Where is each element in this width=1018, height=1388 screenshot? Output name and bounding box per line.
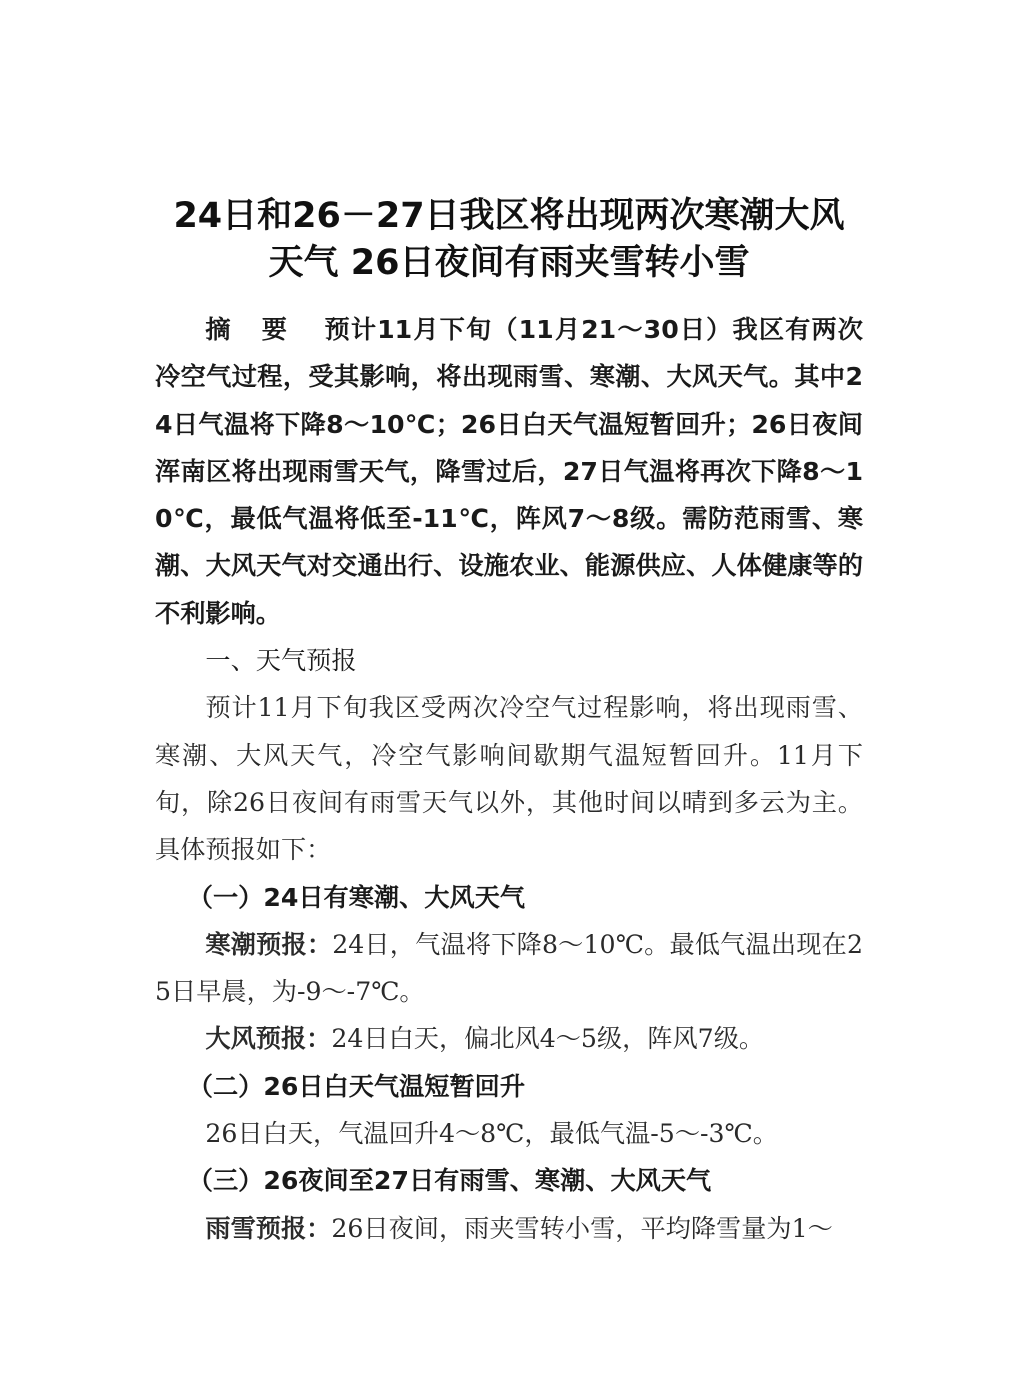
warmup-paragraph: 26日白天，气温回升4～8℃，最低气温-5～-3℃。 (205, 1119, 778, 1149)
abstract-label: 摘 要 (205, 315, 299, 344)
subsection-heading-2: （二）26日白天气温短暂回升 (187, 1071, 526, 1101)
snow-text: 26日夜间，雨夹雪转小雪，平均降雪量为1～ (331, 1213, 833, 1243)
title-line-2: 天气 26日夜间有雨夹雪转小雪 (268, 243, 750, 283)
forecast-intro: 预计11月下旬我区受两次冷空气过程影响，将出现雨雪、寒潮、大风天气，冷空气影响间歇期气温短暂回升。11月下旬，除26日夜间有雨雪天气以外，其他时间以晴到多云为主。具体预报如下： (155, 693, 863, 865)
subsection-heading-3: （三）26夜间至27日有雨雪、寒潮、大风天气 (187, 1166, 712, 1196)
wind-label: 大风预报： (205, 1024, 332, 1054)
wind-text: 24日白天，偏北风4～5级，阵风7级。 (331, 1024, 765, 1054)
cold-wave-paragraph (155, 921, 863, 1016)
document-title (149, 193, 869, 287)
snow-label: 雨雪预报： (205, 1213, 332, 1243)
cold-wave-label: 寒潮预报： (205, 929, 333, 959)
section-heading-forecast: 一、天气预报 (205, 646, 357, 676)
subsection-heading-1: （一）24日有寒潮、大风天气 (187, 882, 526, 912)
abstract-paragraph (155, 306, 863, 637)
snow-paragraph (155, 1205, 863, 1252)
title-line-1: 24日和26－27日我区将出现两次寒潮大风 (173, 196, 845, 236)
wind-paragraph (155, 1015, 863, 1062)
abstract-text: 预计11月下旬（11月21～30日）我区有两次冷空气过程，受其影响，将出现雨雪、寒潮、大风天气。其中24日气温将下降8～10℃；26日白天气温短暂回升；26日夜间浑南区将出现雨雪天气，降雪过后，27日气温将再次下降8～10℃，最低气温将低至-11℃，阵风7～8级。需防范雨雪、寒潮、大风天气对交通出行、设施农业、能源供应、人体健康等的不利影响。 (155, 315, 863, 628)
cold-wave-text: 24日，气温将下降8～10℃。最低气温出现在25日早晨，为-9～-7℃。 (155, 929, 864, 1007)
document-body (155, 306, 863, 1252)
document-page (155, 0, 863, 1388)
